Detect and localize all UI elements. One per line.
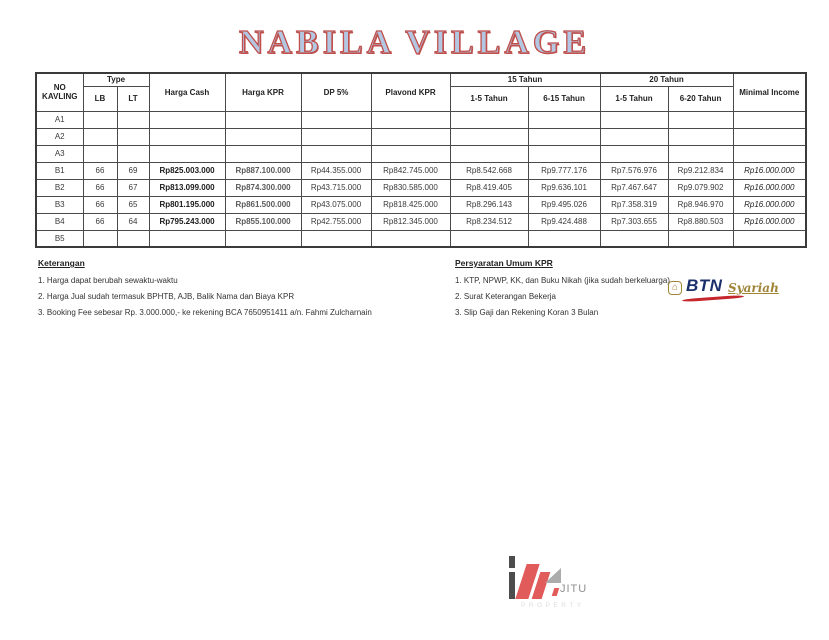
cell (733, 230, 806, 247)
cell: Rp8.234.512 (450, 213, 528, 230)
cell (450, 145, 528, 162)
cell (117, 111, 149, 128)
cell (450, 111, 528, 128)
cell (225, 128, 301, 145)
cell: Rp43.075.000 (301, 196, 371, 213)
cell: Rp9.212.834 (668, 162, 733, 179)
cell: Rp812.345.000 (371, 213, 450, 230)
cell: Rp8.946.970 (668, 196, 733, 213)
keterangan-item: 2. Harga Jual sudah termasuk BPHTB, AJB, Balik Nama dan Biaya KPR (38, 292, 295, 301)
cell: Rp44.355.000 (301, 162, 371, 179)
cell: Rp7.303.655 (600, 213, 668, 230)
jitu-logo-roof-icon (545, 568, 561, 583)
cell (371, 145, 450, 162)
cell (600, 145, 668, 162)
btn-logo-text: BTN (686, 276, 723, 295)
cell (117, 128, 149, 145)
cell (528, 230, 600, 247)
header-plavond-kpr: Plavond KPR (371, 73, 450, 111)
header-no-kavling: NO KAVLING (36, 73, 83, 111)
cell (225, 145, 301, 162)
cell: Rp8.419.405 (450, 179, 528, 196)
cell (371, 128, 450, 145)
jitu-property-logo (497, 556, 607, 614)
header-15-tahun-1-5: 1-5 Tahun (450, 86, 528, 111)
cell: Rp7.467.647 (600, 179, 668, 196)
keterangan-list (38, 276, 428, 317)
cell (528, 128, 600, 145)
cell (83, 230, 117, 247)
cell: Rp16.000.000 (733, 213, 806, 230)
cell: Rp887.100.000 (225, 162, 301, 179)
cell (528, 145, 600, 162)
cell: Rp813.099.000 (149, 179, 225, 196)
header-20-tahun-1-5: 1-5 Tahun (600, 86, 668, 111)
keterangan-section (38, 258, 428, 324)
cell (83, 128, 117, 145)
cell: Rp9.079.902 (668, 179, 733, 196)
header-harga-kpr: Harga KPR (225, 73, 301, 111)
row-label: B1 (36, 162, 83, 179)
header-20-tahun: 20 Tahun (600, 73, 733, 86)
cell (450, 230, 528, 247)
page-title: NABILA VILLAGE (238, 24, 591, 61)
header-lt: LT (117, 86, 149, 111)
cell: Rp8.542.668 (450, 162, 528, 179)
cell (600, 111, 668, 128)
cell (668, 111, 733, 128)
cell (668, 128, 733, 145)
cell: Rp795.243.000 (149, 213, 225, 230)
price-table-body (36, 111, 806, 247)
keterangan-item: 3. Booking Fee sebesar Rp. 3.000.000,- ke rekening BCA 7650951411 a/n. Fahmi Zulcharnain (38, 308, 372, 317)
cell: Rp9.495.026 (528, 196, 600, 213)
btn-syariah-logo (668, 276, 813, 310)
cell (117, 145, 149, 162)
cell: Rp818.425.000 (371, 196, 450, 213)
cell (733, 128, 806, 145)
cell (83, 111, 117, 128)
row-label: A3 (36, 145, 83, 162)
cell: Rp830.585.000 (371, 179, 450, 196)
jitu-logo-text: JITU (560, 583, 588, 595)
cell (733, 145, 806, 162)
table-row-A1 (36, 111, 806, 128)
header-minimal-income: Minimal Income (733, 73, 806, 111)
btn-syariah-text: Syariah (728, 281, 779, 295)
cell: 66 (83, 213, 117, 230)
cell: Rp801.195.000 (149, 196, 225, 213)
cell: 66 (83, 196, 117, 213)
cell: Rp874.300.000 (225, 179, 301, 196)
cell (528, 111, 600, 128)
row-label: B4 (36, 213, 83, 230)
cell: Rp8.880.503 (668, 213, 733, 230)
cell: 67 (117, 179, 149, 196)
table-row-B5 (36, 230, 806, 247)
cell: Rp9.777.176 (528, 162, 600, 179)
cell (225, 111, 301, 128)
cell (450, 128, 528, 145)
cell: Rp16.000.000 (733, 196, 806, 213)
cell (301, 145, 371, 162)
cell (733, 111, 806, 128)
cell (149, 128, 225, 145)
jitu-logo-bar-icon (509, 572, 515, 599)
cell: Rp16.000.000 (733, 179, 806, 196)
cell (149, 145, 225, 162)
cell (600, 128, 668, 145)
cell (668, 230, 733, 247)
cell (149, 111, 225, 128)
price-table (35, 72, 807, 248)
cell: 69 (117, 162, 149, 179)
cell: 66 (83, 162, 117, 179)
persyaratan-item: 2. Surat Keterangan Bekerja (455, 292, 556, 301)
cell: Rp7.358.319 (600, 196, 668, 213)
btn-house-icon: ⌂ (668, 281, 682, 295)
cell (371, 111, 450, 128)
cell (668, 145, 733, 162)
keterangan-item: 1. Harga dapat berubah sewaktu-waktu (38, 276, 178, 285)
cell (600, 230, 668, 247)
cell (83, 145, 117, 162)
header-lb: LB (83, 86, 117, 111)
cell (301, 111, 371, 128)
price-table-header (36, 73, 806, 111)
row-label: B3 (36, 196, 83, 213)
cell: Rp9.424.488 (528, 213, 600, 230)
cell (371, 230, 450, 247)
persyaratan-title: Persyaratan Umum KPR (455, 258, 553, 268)
cell: Rp842.745.000 (371, 162, 450, 179)
cell: Rp8.296.143 (450, 196, 528, 213)
row-label: A1 (36, 111, 83, 128)
header-15-tahun-6-15: 6-15 Tahun (528, 86, 600, 111)
jitu-logo-subtext: PROPERTY (521, 602, 585, 609)
row-label: A2 (36, 128, 83, 145)
table-row-A2 (36, 128, 806, 145)
header-dp5: DP 5% (301, 73, 371, 111)
cell: Rp42.755.000 (301, 213, 371, 230)
cell (301, 128, 371, 145)
cell: 64 (117, 213, 149, 230)
cell: Rp9.636.101 (528, 179, 600, 196)
cell (225, 230, 301, 247)
cell: Rp825.003.000 (149, 162, 225, 179)
cell: 66 (83, 179, 117, 196)
header-15-tahun: 15 Tahun (450, 73, 600, 86)
row-label: B2 (36, 179, 83, 196)
table-row-B3 (36, 196, 806, 213)
cell: 65 (117, 196, 149, 213)
row-label: B5 (36, 230, 83, 247)
cell: Rp7.576.976 (600, 162, 668, 179)
cell: Rp861.500.000 (225, 196, 301, 213)
jitu-logo-bar-icon (509, 556, 515, 568)
table-row-A3 (36, 145, 806, 162)
table-row-B1 (36, 162, 806, 179)
header-20-tahun-6-20: 6-20 Tahun (668, 86, 733, 111)
cell (117, 230, 149, 247)
cell: Rp855.100.000 (225, 213, 301, 230)
keterangan-title: Keterangan (38, 258, 85, 268)
table-row-B2 (36, 179, 806, 196)
persyaratan-item: 3. Slip Gaji dan Rekening Koran 3 Bulan (455, 308, 599, 317)
cell (149, 230, 225, 247)
header-harga-cash: Harga Cash (149, 73, 225, 111)
table-row-B4 (36, 213, 806, 230)
header-type: Type (83, 73, 149, 86)
persyaratan-item: 1. KTP, NPWP, KK, dan Buku Nikah (jika sudah berkeluarga) (455, 276, 670, 285)
jitu-logo-slash-icon (552, 588, 560, 596)
cell: Rp43.715.000 (301, 179, 371, 196)
cell (301, 230, 371, 247)
cell: Rp16.000.000 (733, 162, 806, 179)
